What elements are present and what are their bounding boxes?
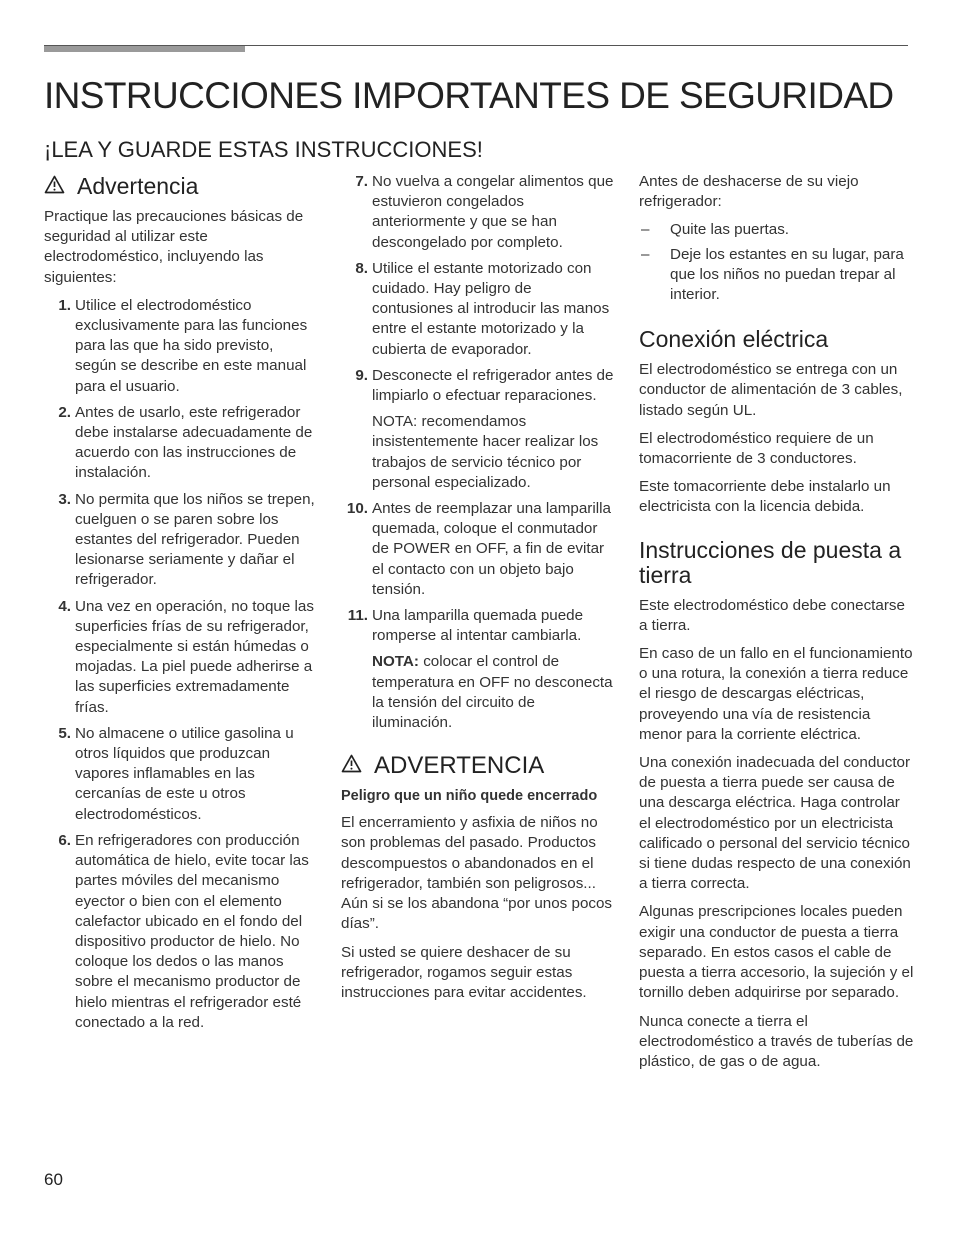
grounding-paragraph: Este electrodoméstico debe conectarse a tierra.: [639, 596, 905, 634]
item-number: 1.: [58, 296, 71, 314]
item-number: 11.: [347, 607, 368, 625]
item-text: Utilice el estante motorizado con cuidado. Hay peligro de contusiones al introducir las manos entre el estante motorizado y la cubierta de evaporador.: [372, 259, 610, 358]
item-number: 3.: [58, 490, 71, 508]
warning-triangle-icon: [44, 172, 65, 200]
list-item: [44, 490, 316, 591]
list-item: – Quite las puertas.: [639, 220, 914, 240]
header-rule-accent: [44, 46, 245, 52]
list-item: – Deje los estantes en su lugar, para que los niños no puedan trepar al interior.: [639, 245, 914, 306]
electrical-paragraph: El electrodoméstico se entrega con un conductor de alimentación de 3 cables, listado según UL.: [639, 361, 903, 419]
child-warning-paragraph: El encerramiento y asfixia de niños no son problemas del pasado. Productos descompuestos o abandonados en el refrigerador, también son peligrosos... Aún si se los abandona “por unos pocos días”.: [341, 814, 613, 933]
item-text: No vuelva a congelar alimentos que estuvieron congelados anteriormente y que se han descongelado por completo.: [372, 173, 614, 251]
list-item: [341, 259, 616, 360]
item-text: Desconecte el refrigerador antes de limpiarlo o efectuar reparaciones.: [372, 366, 614, 405]
list-item: [341, 606, 616, 733]
list-item: [44, 831, 316, 1033]
page-title: INSTRUCCIONES IMPORTANTES DE SEGURIDAD: [44, 75, 894, 116]
child-warning-subheading: Peligro que un niño quede encerrado: [341, 788, 598, 805]
column-left: [44, 172, 316, 1039]
item-text: Antes de usarlo, este refrigerador debe instalarse adecuadamente de acuerdo con las instrucciones de instalación.: [75, 403, 313, 482]
page-number: 60: [44, 1170, 63, 1189]
list-item: [341, 366, 616, 493]
item-text: No permita que los niños se trepen, cuelguen o se paren sobre los estantes del refrigerador. Pueden lesionarse seriamente y dañar el refrigerador.: [75, 490, 315, 589]
item-text: Utilice el electrodoméstico exclusivamente para las funciones para las que ha sido previsto, según se describe en este manual para el usuario.: [75, 296, 308, 395]
grounding-paragraph: Una conexión inadecuada del conductor de puesta a tierra puede ser causa de una descarga eléctrica. Haga controlar el electrodoméstico por un electricista calificado o personal del servicio técnico si tiene dudas respecto de una conexión a tierra correcta.: [639, 754, 911, 893]
warning-triangle-icon: [341, 751, 362, 781]
item-number: 8.: [355, 259, 368, 277]
grounding-heading: Instrucciones de puesta a tierra: [639, 536, 902, 588]
child-warning-heading-text: ADVERTENCIA: [374, 752, 545, 780]
item-text: Una lamparilla quemada puede romperse al intentar cambiarla.: [372, 607, 584, 645]
list-item: [44, 597, 316, 718]
grounding-paragraph: Nunca conecte a tierra el electrodoméstico a través de tuberías de plástico, de gas o de agua.: [639, 1012, 914, 1070]
grounding-paragraph: En caso de un fallo en el funcionamiento o una rotura, la conexión a tierra reduce el riesgo de descargas eléctricas, proveyendo una vía de resistencia menor para la corriente eléctrica.: [639, 645, 913, 743]
item-note: NOTA: recomendamos insistentemente hacer realizar los trabajos de servicio técnico por personal especializado.: [372, 413, 599, 491]
item-number: 9.: [355, 366, 368, 384]
grounding-paragraph: Algunas prescripciones locales pueden exigir una conductor de puesta a tierra separado. En estos casos el cable de puesta a tierra accesorio, la sujeción y el tornillo deben adquirirse por separado.: [639, 903, 914, 1002]
list-item: [341, 172, 616, 253]
warning-heading: [44, 172, 316, 200]
item-text: Una vez en operación, no toque las superficies frías de su refrigerador, especialmente si están húmedas o mojadas. La piel puede adherirse a las superficies extremadamente frías.: [75, 597, 314, 716]
warning-heading-text: Advertencia: [77, 173, 199, 199]
column-middle: [341, 172, 616, 1011]
note-text: colocar el control de temperatura en OFF no desconecta la tensión del circuito de iluminación.: [372, 653, 613, 732]
list-item: [341, 499, 616, 600]
disposal-list: [639, 220, 914, 305]
item-text: Antes de reemplazar una lamparilla quemada, coloque el conmutador de POWER en OFF, a fin de evitar el contacto con un objeto bajo tensión.: [372, 500, 611, 598]
item-text: No almacene o utilice gasolina u otros líquidos que produzcan vapores inflamables en las cercanías de este u otros electrodomésticos.: [75, 724, 294, 823]
list-item: [44, 296, 316, 397]
list-item: [44, 724, 316, 825]
electrical-paragraph: El electrodoméstico requiere de un tomacorriente de 3 conductores.: [639, 429, 874, 468]
safety-list: [44, 296, 316, 1033]
warning-intro: Practique las precauciones básicas de seguridad al utilizar este electrodoméstico, incluyendo las siguientes:: [44, 208, 304, 286]
electrical-paragraph: Este tomacorriente debe instalarlo un electricista con la licencia debida.: [639, 478, 891, 516]
list-item: [44, 403, 316, 484]
item-number: 6.: [58, 831, 71, 849]
page-subtitle: ¡LEA Y GUARDE ESTAS INSTRUCCIONES!: [44, 137, 483, 162]
item-number: 4.: [58, 597, 71, 615]
column-right: [639, 172, 914, 1080]
item-number: 7.: [355, 173, 368, 190]
safety-list-continued: [341, 172, 616, 733]
child-warning-paragraph: Si usted se quiere deshacer de su refrigerador, rogamos seguir estas instrucciones para evitar accidentes.: [341, 943, 587, 1001]
child-warning-heading: [341, 751, 616, 781]
item-number: 10.: [346, 500, 368, 518]
disposal-intro: Antes de deshacerse de su viejo refrigerador:: [639, 173, 859, 211]
item-number: 2.: [58, 403, 71, 421]
electrical-heading: Conexión eléctrica: [639, 326, 829, 353]
item-number: 5.: [58, 724, 71, 742]
item-note: [372, 652, 616, 733]
note-label: NOTA:: [372, 653, 419, 671]
item-text: En refrigeradores con producción automática de hielo, evite tocar las partes móviles del mecanismo eyector o bien con el elemento calefactor ubicado en el fondo del dispositivo productor de hielo. No coloque los dedos o las manos sobre el mecanismo productor de hielo mientras el refrigerador esté conectado a la red.: [75, 831, 309, 1031]
